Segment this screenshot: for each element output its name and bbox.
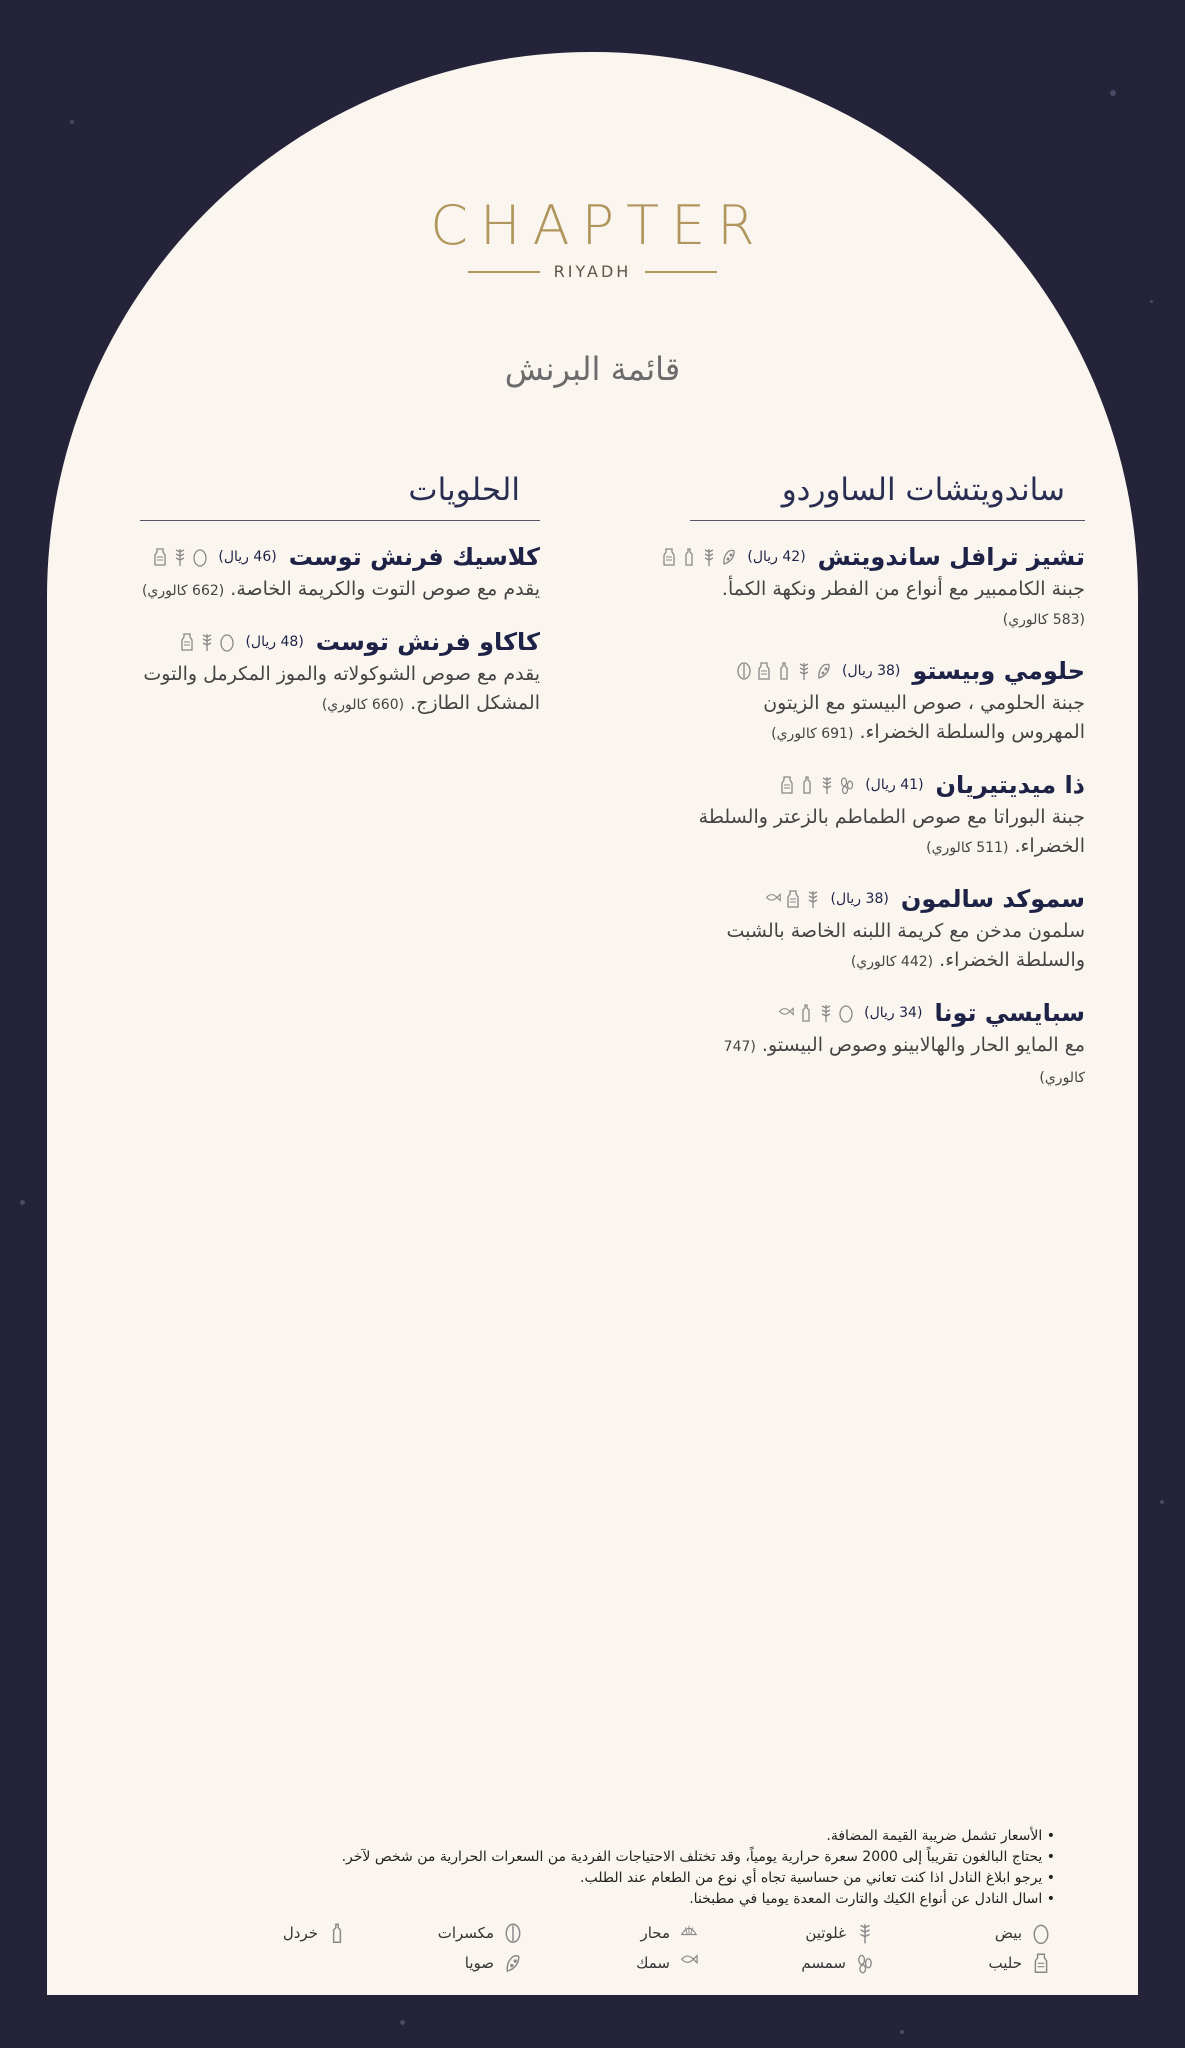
note: • يحتاج البالغون تقريباً إلى 2000 سعرة حرارية يومياً، وقد تختلف الاحتياجات الفردية من السعرات الحرارية من شخص لآخر. — [155, 1847, 1055, 1868]
milk-icon — [179, 632, 195, 652]
menu-item — [690, 771, 1085, 863]
item-description — [140, 660, 540, 720]
item-calories: (511 كالوري) — [926, 840, 1009, 856]
milk-icon — [756, 661, 772, 681]
background-speck — [400, 2020, 405, 2025]
milk-icon — [152, 547, 168, 567]
legend-item — [522, 1952, 698, 1974]
item-calories: (583 كالوري) — [1002, 612, 1085, 628]
legend-label: مكسرات — [437, 1924, 494, 1942]
item-price: (48 ريال) — [245, 634, 304, 650]
egg-icon — [219, 632, 235, 652]
item-price: (38 ريال) — [830, 891, 889, 907]
background-speck — [70, 120, 74, 124]
soy-icon — [721, 547, 737, 567]
legend-item — [698, 1952, 874, 1974]
legend-label: محار — [640, 1924, 670, 1942]
legend-item — [874, 1922, 1050, 1944]
item-description-text: يقدم مع صوص الشوكولاته والموز المكرمل والتوت المشكل الطازج. — [143, 663, 540, 714]
nuts-icon — [736, 661, 752, 681]
mustard-icon — [328, 1922, 346, 1944]
legend-label: بيض — [994, 1924, 1022, 1942]
allergen-icons — [765, 889, 821, 909]
item-description-text: مع المايو الحار والهالابينو وصوص البيستو. — [761, 1034, 1085, 1056]
menu-item — [690, 657, 1085, 749]
fish-icon — [765, 889, 781, 909]
mustard-icon — [776, 661, 792, 681]
menu-item — [690, 999, 1085, 1093]
section-sandwiches — [690, 472, 1085, 1115]
item-description — [690, 1031, 1085, 1093]
wheat-icon — [818, 1003, 834, 1023]
background-speck — [900, 2030, 904, 2034]
item-description — [140, 575, 540, 606]
menu-title: قائمة البرنش — [504, 350, 681, 388]
note: • الأسعار تشمل ضريبة القيمة المضافة. — [155, 1826, 1055, 1847]
egg-icon — [1032, 1922, 1050, 1944]
menu-item — [690, 543, 1085, 635]
item-name: كلاسيك فرنش توست — [288, 543, 540, 571]
item-name: حلومي وبيستو — [912, 657, 1085, 685]
item-calories: (660 كالوري) — [321, 697, 405, 713]
allergen-icons — [179, 632, 235, 652]
legend-label: خردل — [282, 1924, 318, 1942]
sesame-icon — [839, 775, 855, 795]
item-calories: (747 كالوري) — [723, 1039, 1085, 1086]
legend-item — [346, 1952, 522, 1974]
item-price: (42 ريال) — [747, 549, 806, 565]
section-title: الحلويات — [140, 472, 540, 521]
item-name: ذا ميديتيريان — [935, 771, 1085, 799]
legend-item — [698, 1922, 874, 1944]
item-description — [690, 575, 1085, 635]
item-calories: (442 كالوري) — [850, 954, 934, 970]
wheat-icon — [805, 889, 821, 909]
allergen-icons — [778, 1003, 854, 1023]
wheat-icon — [172, 547, 188, 567]
item-name: سموكد سالمون — [900, 885, 1085, 913]
legend-item — [874, 1952, 1050, 1974]
wheat-icon — [701, 547, 717, 567]
note: • يرجو ابلاغ النادل اذا كنت تعاني من حساسية تجاه أي نوع من الطعام عند الطلب. — [155, 1868, 1055, 1889]
brand-name: CHAPTER — [430, 194, 767, 257]
menu-item — [140, 543, 540, 606]
item-description-text: جبنة البوراتا مع صوص الطماطم بالزعتر والسلطة الخضراء. — [698, 806, 1085, 857]
background-speck — [1160, 1500, 1164, 1504]
nuts-icon — [504, 1922, 522, 1944]
item-description — [690, 803, 1085, 863]
legend-item — [346, 1922, 522, 1944]
brand-logo — [0, 196, 1185, 281]
legend-item — [522, 1922, 698, 1944]
item-description — [690, 917, 1085, 977]
logo-rule — [645, 271, 717, 273]
sesame-icon — [856, 1952, 874, 1974]
fish-icon — [778, 1003, 794, 1023]
legend-label: سمسم — [801, 1954, 846, 1972]
item-price: (34 ريال) — [864, 1005, 923, 1021]
item-description — [690, 689, 1085, 749]
background-speck — [1110, 90, 1116, 96]
menu-item — [690, 885, 1085, 977]
item-description-text: جبنة الكاممبير مع أنواع من الفطر ونكهة الكمأ. — [721, 578, 1085, 600]
section-desserts — [140, 472, 540, 742]
wheat-icon — [199, 632, 215, 652]
notes-list — [155, 1826, 1055, 1910]
item-calories: (691 كالوري) — [771, 726, 854, 742]
soy-icon — [504, 1952, 522, 1974]
section-title: ساندويتشات الساوردو — [690, 472, 1085, 521]
menu-item — [140, 628, 540, 720]
legend-label: سمك — [636, 1954, 670, 1972]
mustard-icon — [798, 1003, 814, 1023]
wheat-icon — [856, 1922, 874, 1944]
item-name: سبايسي تونا — [934, 999, 1085, 1027]
shellfish-icon — [680, 1922, 698, 1944]
item-name: تشيز ترافل ساندويتش — [817, 543, 1085, 571]
milk-icon — [785, 889, 801, 909]
legend-item — [170, 1922, 346, 1944]
mustard-icon — [681, 547, 697, 567]
logo-rule — [468, 271, 540, 273]
allergen-icons — [779, 775, 855, 795]
legend-label: صويا — [464, 1954, 494, 1972]
wheat-icon — [819, 775, 835, 795]
milk-icon — [661, 547, 677, 567]
allergen-icons — [152, 547, 208, 567]
legend-label: حليب — [988, 1954, 1022, 1972]
mustard-icon — [799, 775, 815, 795]
allergen-icons — [736, 661, 832, 681]
allergen-legend — [170, 1922, 1050, 1974]
legend-label: غلوتين — [805, 1924, 846, 1942]
milk-icon — [1032, 1952, 1050, 1974]
milk-icon — [779, 775, 795, 795]
item-name: كاكاو فرنش توست — [315, 628, 540, 656]
item-description-text: يقدم مع صوص التوت والكريمة الخاصة. — [230, 578, 540, 600]
note: • اسال النادل عن أنواع الكيك والتارت المعدة يوميا في مطبخنا. — [155, 1889, 1055, 1910]
allergen-icons — [661, 547, 737, 567]
background-speck — [1150, 300, 1153, 303]
wheat-icon — [796, 661, 812, 681]
soy-icon — [816, 661, 832, 681]
item-description-text: جبنة الحلومي ، صوص البيستو مع الزيتون المهروس والسلطة الخضراء. — [763, 692, 1085, 743]
item-calories: (662 كالوري) — [141, 583, 225, 599]
item-price: (46 ريال) — [218, 549, 277, 565]
item-price: (38 ريال) — [842, 663, 901, 679]
brand-city: RIYADH — [553, 262, 632, 281]
egg-icon — [192, 547, 208, 567]
item-price: (41 ريال) — [865, 777, 924, 793]
background-speck — [20, 1200, 25, 1205]
item-description-text: سلمون مدخن مع كريمة اللبنه الخاصة بالشبت والسلطة الخضراء. — [726, 920, 1085, 971]
fish-icon — [680, 1952, 698, 1974]
egg-icon — [838, 1003, 854, 1023]
